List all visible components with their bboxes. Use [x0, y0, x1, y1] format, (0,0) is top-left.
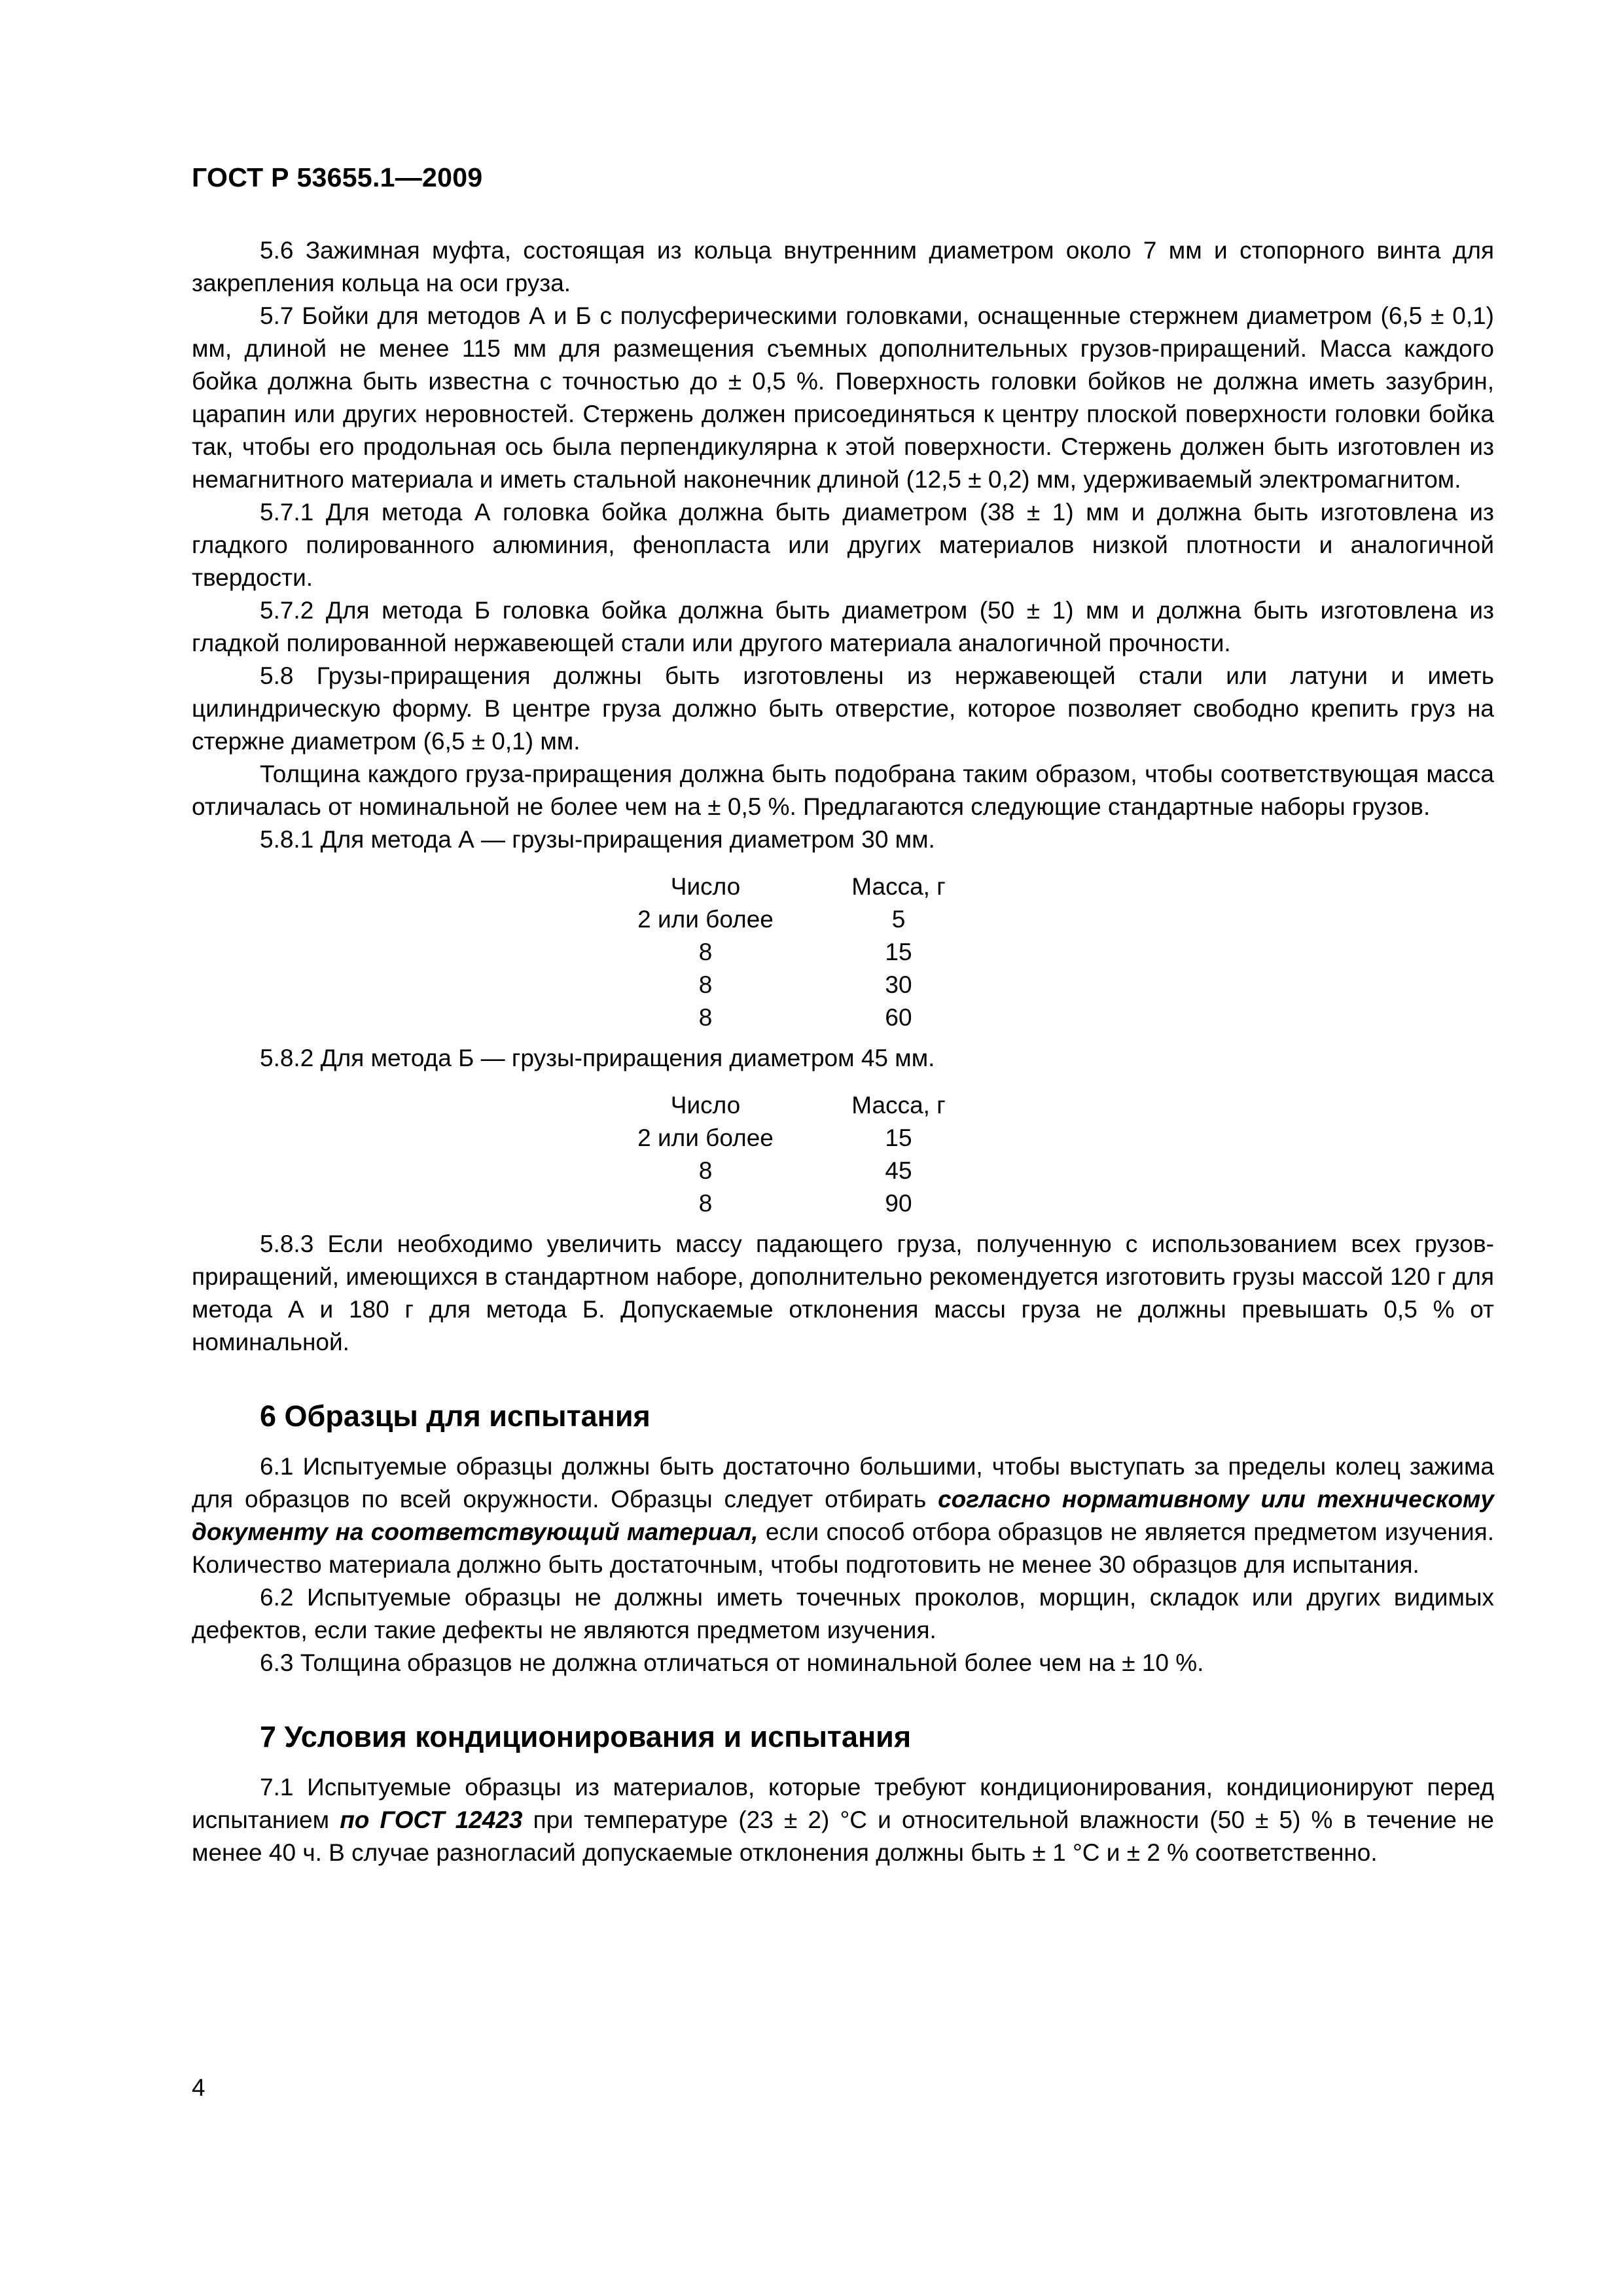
- table-cell: 90: [885, 1190, 912, 1217]
- document-body: [192, 234, 1494, 1869]
- paragraph-7-1: [192, 1771, 1494, 1869]
- table-cell: 30: [885, 971, 912, 998]
- table-cell: 15: [885, 1124, 912, 1151]
- paragraph-6-1-text-end: если способ отбора образцов не является предметом изучения. Количество материала должно быть достаточным, чтобы подготовить не менее 30 образцов для испытания.: [192, 1518, 1494, 1578]
- table-cell: 45: [885, 1157, 912, 1184]
- table-cell: 8: [698, 1157, 713, 1184]
- weights-table-method-b: [627, 1089, 964, 1220]
- table-cell: 2 или более: [637, 1124, 774, 1151]
- paragraph-5-6: 5.6 Зажимная муфта, состоящая из кольца внутренним диаметром около 7 мм и стопорного винта для закрепления кольца на оси груза.: [192, 237, 1494, 296]
- table-cell: 5: [891, 906, 906, 933]
- table-cell: 2 или более: [637, 906, 774, 933]
- paragraph-7-1-text: 7.1 Испытуемые образцы из материалов, которые требуют кондиционирования, кондиционируют перед испытанием: [192, 1774, 1494, 1833]
- document-header: ГОСТ Р 53655.1—2009: [192, 162, 483, 192]
- table-row: [627, 1155, 964, 1187]
- paragraph-6-2: 6.2 Испытуемые образцы не должны иметь точечных проколов, морщин, складок или других видимых дефектов, если такие дефекты не являются предметом изучения.: [192, 1584, 1494, 1643]
- paragraph-6-1: [192, 1450, 1494, 1581]
- paragraph-5-7-2: 5.7.2 Для метода Б головка бойка должна быть диаметром (50 ± 1) мм и должна быть изготовлена из гладкой полированной нержавеющей стали или другого материала аналогичной прочности.: [192, 597, 1494, 656]
- column-header-mass: Масса, г: [851, 873, 946, 900]
- weights-table-method-a: [627, 870, 964, 1034]
- table-cell: 60: [885, 1004, 912, 1031]
- paragraph-6-1-text: 6.1 Испытуемые образцы должны быть достаточно большими, чтобы выступать за пределы колец зажима для образцов по всей окружности. Образцы следует отбирать: [192, 1453, 1494, 1513]
- section-6-heading: 6 Образцы для испытания: [260, 1399, 651, 1433]
- table-cell: 15: [885, 939, 912, 965]
- column-header-mass: Масса, г: [851, 1092, 946, 1119]
- table-cell: 8: [698, 971, 713, 998]
- column-header-count: Число: [670, 1092, 741, 1119]
- section-7-heading: 7 Условия кондиционирования и испытания: [260, 1720, 912, 1753]
- table-header-row: [627, 870, 964, 903]
- paragraph-5-8-1: 5.8.1 Для метода А — грузы-приращения диаметром 30 мм.: [260, 826, 935, 853]
- table-row: [627, 1001, 964, 1034]
- paragraph-7-1-text-end: при температуре (23 ± 2) °С и относительной влажности (50 ± 5) % в течение не менее 40 ч. В случае разногласий допускаемые отклонения должны быть ± 1 °С и ± 2 % соответственно.: [192, 1806, 1494, 1866]
- table-row: [627, 1122, 964, 1155]
- table-row: [627, 1187, 964, 1220]
- table-header-row: [627, 1089, 964, 1122]
- paragraph-5-7-1: 5.7.1 Для метода А головка бойка должна быть диаметром (38 ± 1) мм и должна быть изготовлена из гладкого полированного алюминия, фенопласта или других материалов низкой плотности и аналогичной твердости.: [192, 499, 1494, 591]
- paragraph-7-1-emphasis: по ГОСТ 12423: [340, 1806, 523, 1833]
- column-header-count: Число: [670, 873, 741, 900]
- paragraph-5-7: 5.7 Бойки для методов А и Б с полусферическими головками, оснащенные стержнем диаметром (6,5 ± 0,1) мм, длиной не менее 115 мм для размещения съемных дополнительных грузов-приращений. Масса каждого бойка должна быть известна с точностью до ± 0,5 %. Поверхность головки бойков не должна иметь зазубрин, царапин или других неровностей. Стержень должен присоединяться к центру плоской поверхности головки бойка так, чтобы его продольная ось была перпендикулярна к этой поверхности. Стержень должен быть изготовлен из немагнитного материала и иметь стальной наконечник длиной (12,5 ± 0,2) мм, удерживаемый электромагнитом.: [192, 302, 1494, 493]
- page-number: 4: [192, 2074, 205, 2101]
- table-cell: 8: [698, 1004, 713, 1031]
- paragraph-6-3: 6.3 Толщина образцов не должна отличаться от номинальной более чем на ± 10 %.: [260, 1649, 1204, 1676]
- paragraph-5-8: 5.8 Грузы-приращения должны быть изготовлены из нержавеющей стали или латуни и иметь цилиндрическую форму. В центре груза должно быть отверстие, которое позволяет свободно крепить груз на стержне диаметром (6,5 ± 0,1) мм.: [192, 662, 1494, 755]
- table-row: [627, 903, 964, 936]
- table-row: [627, 936, 964, 969]
- paragraph-6-1-emphasis: согласно нормативному или техническому документу на соответствующий материал,: [192, 1486, 1494, 1545]
- paragraph-5-8-2: 5.8.2 Для метода Б — грузы-приращения диаметром 45 мм.: [260, 1045, 935, 1071]
- paragraph-5-8-sets: Толщина каждого груза-приращения должна быть подобрана таким образом, чтобы соответствующая масса отличалась от номинальной не более чем на ± 0,5 %. Предлагаются следующие стандартные наборы грузов.: [192, 761, 1494, 820]
- table-cell: 8: [698, 939, 713, 965]
- table-cell: 8: [698, 1190, 713, 1217]
- paragraph-5-8-3: 5.8.3 Если необходимо увеличить массу падающего груза, полученную с использованием всех грузов-приращений, имеющихся в стандартном наборе, дополнительно рекомендуется изготовить грузы массой 120 г для метода А и 180 г для метода Б. Допускаемые отклонения массы груза не должны превышать 0,5 % от номинальной.: [192, 1230, 1494, 1355]
- table-row: [627, 969, 964, 1001]
